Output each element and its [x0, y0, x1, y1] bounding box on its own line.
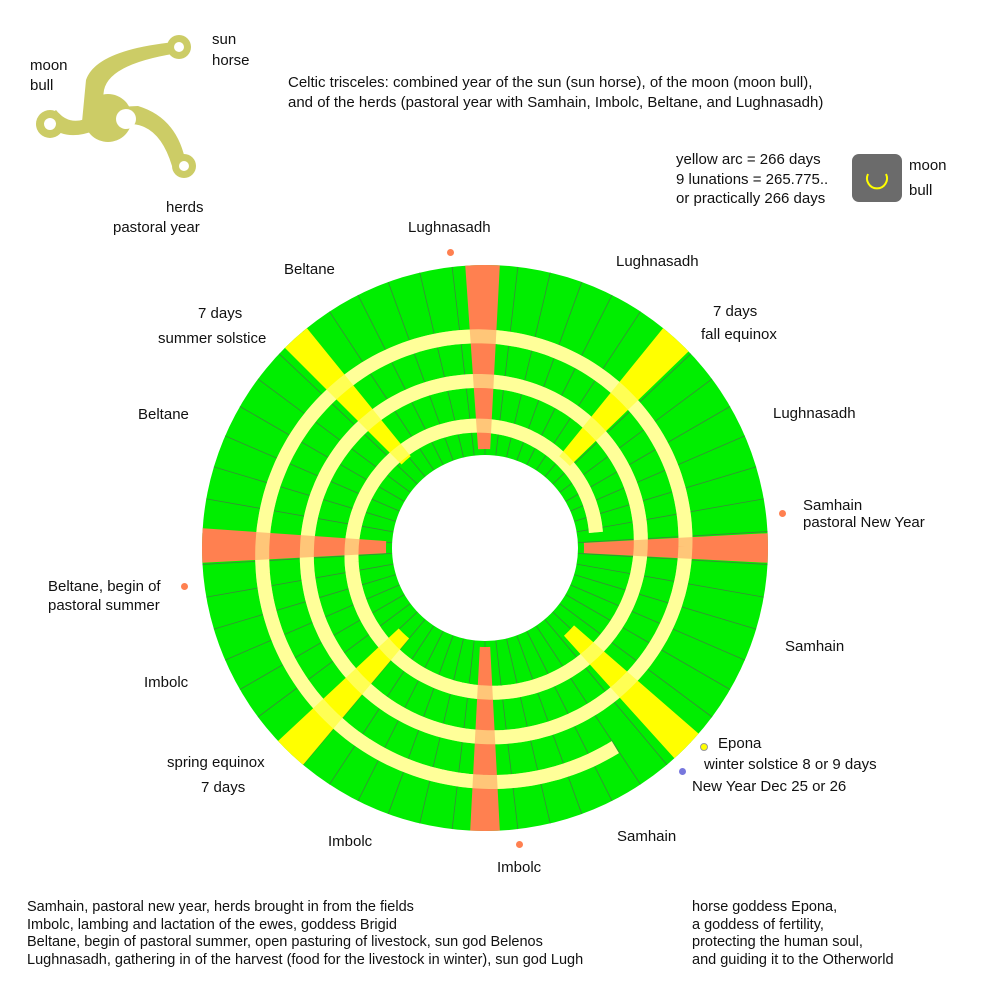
legend-line: Imbolc, lambing and lactation of the ewes, goddess Brigid — [27, 916, 397, 933]
marker-dot-samhain — [779, 510, 786, 517]
label-beltane-begin-2: pastoral summer — [48, 597, 160, 614]
label-samhain-right: Samhain — [803, 497, 863, 514]
label-new-year: New Year Dec 25 or 26 — [692, 778, 847, 795]
legend-line: Beltane, begin of pastoral summer, open pasturing of livestock, sun god Belenos — [27, 934, 543, 950]
label-epona: Epona — [718, 735, 762, 752]
moon-note-line-3: or practically 266 days — [676, 190, 826, 207]
herds-label: herds — [166, 199, 204, 216]
label-lughnasadh-top: Lughnasadh — [408, 219, 491, 236]
marker-dot-lughnasadh — [447, 249, 454, 256]
label-fall-equinox: fall equinox — [701, 326, 777, 343]
legend-line: a goddess of fertility, — [692, 916, 824, 933]
label-beltane-left: Beltane — [138, 406, 189, 423]
marker-dot-epona — [700, 743, 708, 751]
label-samhain-bottom: Samhain — [617, 828, 677, 845]
label-7-days-top-left: 7 days — [198, 305, 243, 322]
title-line-1: Celtic trisceles: combined year of the sun (sun horse), of the moon (moon bull), — [288, 74, 813, 91]
label-beltane-upper-left: Beltane — [284, 261, 335, 278]
marker-dot-imbolc — [516, 841, 523, 848]
label-pastoral-new-year: pastoral New Year — [803, 514, 925, 531]
label-imbolc-left: Imbolc — [144, 674, 189, 691]
label-samhain-lower-right: Samhain — [785, 638, 845, 655]
moon-box-label: moon — [909, 157, 947, 174]
label-summer-solstice: summer solstice — [158, 330, 267, 347]
legend-line: horse goddess Epona, — [692, 899, 838, 915]
legend-epona — [692, 899, 894, 969]
label-7-days-bottom-left: 7 days — [201, 779, 246, 796]
label-spring-equinox: spring equinox — [167, 754, 265, 771]
label-imbolc-lower-left: Imbolc — [328, 833, 373, 850]
marker-dot-new-year — [679, 768, 686, 775]
label-beltane-begin-1: Beltane, begin of — [48, 578, 161, 595]
pastoral-year-label: pastoral year — [113, 219, 200, 236]
moon-label: moon — [30, 57, 68, 74]
marker-dot-beltane — [181, 583, 188, 590]
label-imbolc-bottom: Imbolc — [497, 859, 542, 876]
legend-line: Samhain, pastoral new year, herds brought in from the fields — [27, 899, 414, 915]
sun-label: sun — [212, 31, 237, 48]
label-lughnasadh-upper-right: Lughnasadh — [616, 253, 699, 270]
wheel-center-hole — [392, 455, 578, 641]
label-winter-solstice: winter solstice 8 or 9 days — [704, 756, 877, 773]
moon-note-line-2: 9 lunations = 265.775.. — [676, 171, 829, 188]
bull-label: bull — [30, 77, 54, 94]
legend-line: and guiding it to the Otherworld — [692, 951, 894, 968]
label-7-days-top-right: 7 days — [713, 303, 758, 320]
title-line-2: and of the herds (pastoral year with Samhain, Imbolc, Beltane, and Lughnasadh) — [288, 94, 824, 111]
legend-festivals — [27, 899, 583, 969]
horse-label: horse — [212, 52, 250, 69]
bull-box-label: bull — [909, 182, 933, 199]
legend-line: protecting the human soul, — [692, 934, 863, 950]
moon-note-line-1: yellow arc = 266 days — [676, 151, 821, 168]
label-lughnasadh-right: Lughnasadh — [773, 405, 856, 422]
legend-line: Lughnasadh, gathering in of the harvest (food for the livestock in winter), sun god Lugh — [27, 951, 584, 968]
